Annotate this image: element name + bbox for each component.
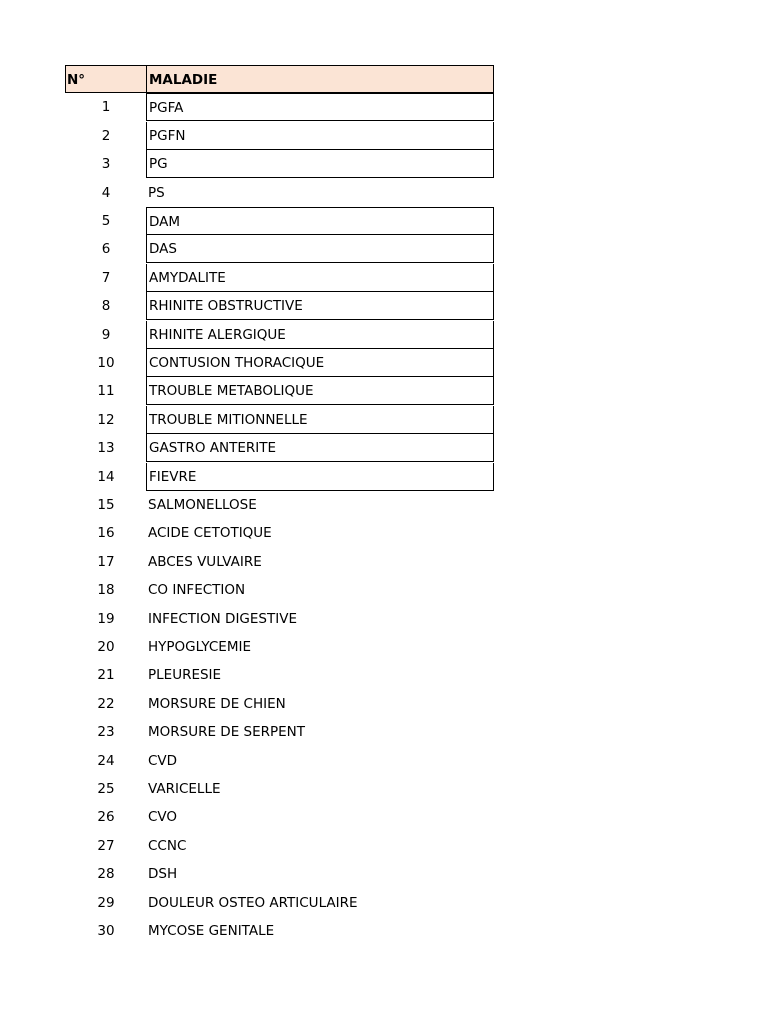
table-row [65, 860, 495, 888]
row-number-cell: 1 [101, 99, 111, 116]
row-number-cell: 9 [101, 326, 111, 343]
row-disease-cell: RHINITE ALERGIQUE [146, 321, 494, 349]
row-disease-cell: MYCOSE GENITALE [148, 923, 275, 939]
row-disease-cell: RHINITE OBSTRUCTIVE [146, 292, 494, 320]
row-number-cell: 28 [97, 866, 115, 883]
table-row [65, 406, 495, 434]
header-num-cell: N° [65, 65, 147, 93]
row-number-cell: 23 [97, 724, 115, 741]
header-name-cell: MALADIE [146, 65, 494, 93]
row-disease-cell: CONTUSION THORACIQUE [146, 349, 494, 377]
row-number-cell: 30 [97, 923, 115, 939]
row-number-cell: 4 [101, 184, 111, 201]
row-disease-cell: AMYDALITE [146, 264, 494, 292]
row-number-cell: 22 [97, 695, 115, 712]
row-disease-cell: PG [146, 150, 494, 178]
row-disease-cell: MORSURE DE CHIEN [148, 695, 286, 712]
row-number-cell: 6 [101, 241, 111, 258]
table-row [65, 605, 495, 633]
row-number-cell: 10 [97, 355, 115, 371]
row-disease-cell: TROUBLE MITIONNELLE [146, 406, 494, 434]
row-disease-cell: ACIDE CETOTIQUE [148, 525, 272, 542]
table-row [65, 661, 495, 689]
table-row [65, 747, 495, 775]
row-number-cell: 20 [97, 639, 115, 655]
row-disease-cell: PLEURESIE [148, 667, 222, 684]
row-number-cell: 12 [97, 411, 115, 428]
row-number-cell: 17 [97, 553, 115, 570]
row-disease-cell: PS [148, 184, 165, 201]
table-row [65, 633, 495, 661]
row-disease-cell: ABCES VULVAIRE [148, 553, 262, 570]
row-disease-cell: PGFN [146, 122, 494, 150]
row-number-cell: 27 [97, 837, 115, 854]
row-number-cell: 25 [97, 781, 115, 797]
row-number-cell: 29 [97, 894, 115, 911]
row-disease-cell: FIEVRE [146, 463, 494, 491]
row-number-cell: 26 [97, 809, 115, 826]
table-row [65, 576, 495, 604]
row-number-cell: 21 [97, 667, 115, 684]
table-row [65, 292, 495, 320]
row-disease-cell: DAM [146, 207, 494, 235]
row-disease-cell: CVO [148, 809, 178, 826]
row-disease-cell: GASTRO ANTERITE [146, 434, 494, 462]
row-disease-cell: HYPOGLYCEMIE [148, 639, 251, 655]
table-row [65, 917, 495, 945]
row-disease-cell: SALMONELLOSE [148, 497, 257, 513]
table-row [65, 122, 495, 150]
row-disease-cell: MORSURE DE SERPENT [148, 724, 306, 741]
table-row [65, 832, 495, 860]
table-row [65, 434, 495, 462]
row-disease-cell: CVD [148, 752, 178, 769]
table-row [65, 491, 495, 519]
row-number-cell: 11 [97, 383, 115, 400]
row-number-cell: 18 [97, 582, 115, 599]
table-header-row [65, 65, 495, 93]
table-row [65, 179, 495, 207]
row-disease-cell: DOULEUR OSTEO ARTICULAIRE [148, 894, 358, 911]
table-row [65, 264, 495, 292]
row-number-cell: 5 [101, 213, 111, 229]
table-row [65, 690, 495, 718]
table-row [65, 235, 495, 263]
row-number-cell: 2 [101, 127, 111, 144]
row-disease-cell: DSH [148, 866, 178, 883]
row-number-cell: 24 [97, 752, 115, 769]
row-disease-cell: VARICELLE [148, 781, 221, 797]
table-row [65, 207, 495, 235]
row-number-cell: 7 [101, 269, 111, 286]
row-disease-cell: INFECTION DIGESTIVE [148, 610, 297, 627]
row-disease-cell: CO INFECTION [148, 582, 246, 599]
row-disease-cell: PGFA [146, 93, 494, 121]
table-row [65, 548, 495, 576]
row-disease-cell: TROUBLE METABOLIQUE [146, 377, 494, 405]
table-row [65, 349, 495, 377]
table-row [65, 150, 495, 178]
table-row [65, 93, 495, 121]
table-row [65, 463, 495, 491]
row-number-cell: 14 [97, 468, 115, 485]
row-disease-cell: CCNC [148, 837, 187, 854]
table-row [65, 775, 495, 803]
row-number-cell: 19 [97, 610, 115, 627]
table-row [65, 377, 495, 405]
table-row [65, 321, 495, 349]
row-number-cell: 3 [101, 156, 111, 173]
table-row [65, 718, 495, 746]
row-number-cell: 15 [97, 497, 115, 513]
table-row [65, 519, 495, 547]
row-number-cell: 16 [97, 525, 115, 542]
row-disease-cell: DAS [146, 235, 494, 263]
table-row [65, 803, 495, 831]
row-number-cell: 13 [97, 440, 115, 457]
row-number-cell: 8 [101, 298, 111, 315]
table-row [65, 889, 495, 917]
